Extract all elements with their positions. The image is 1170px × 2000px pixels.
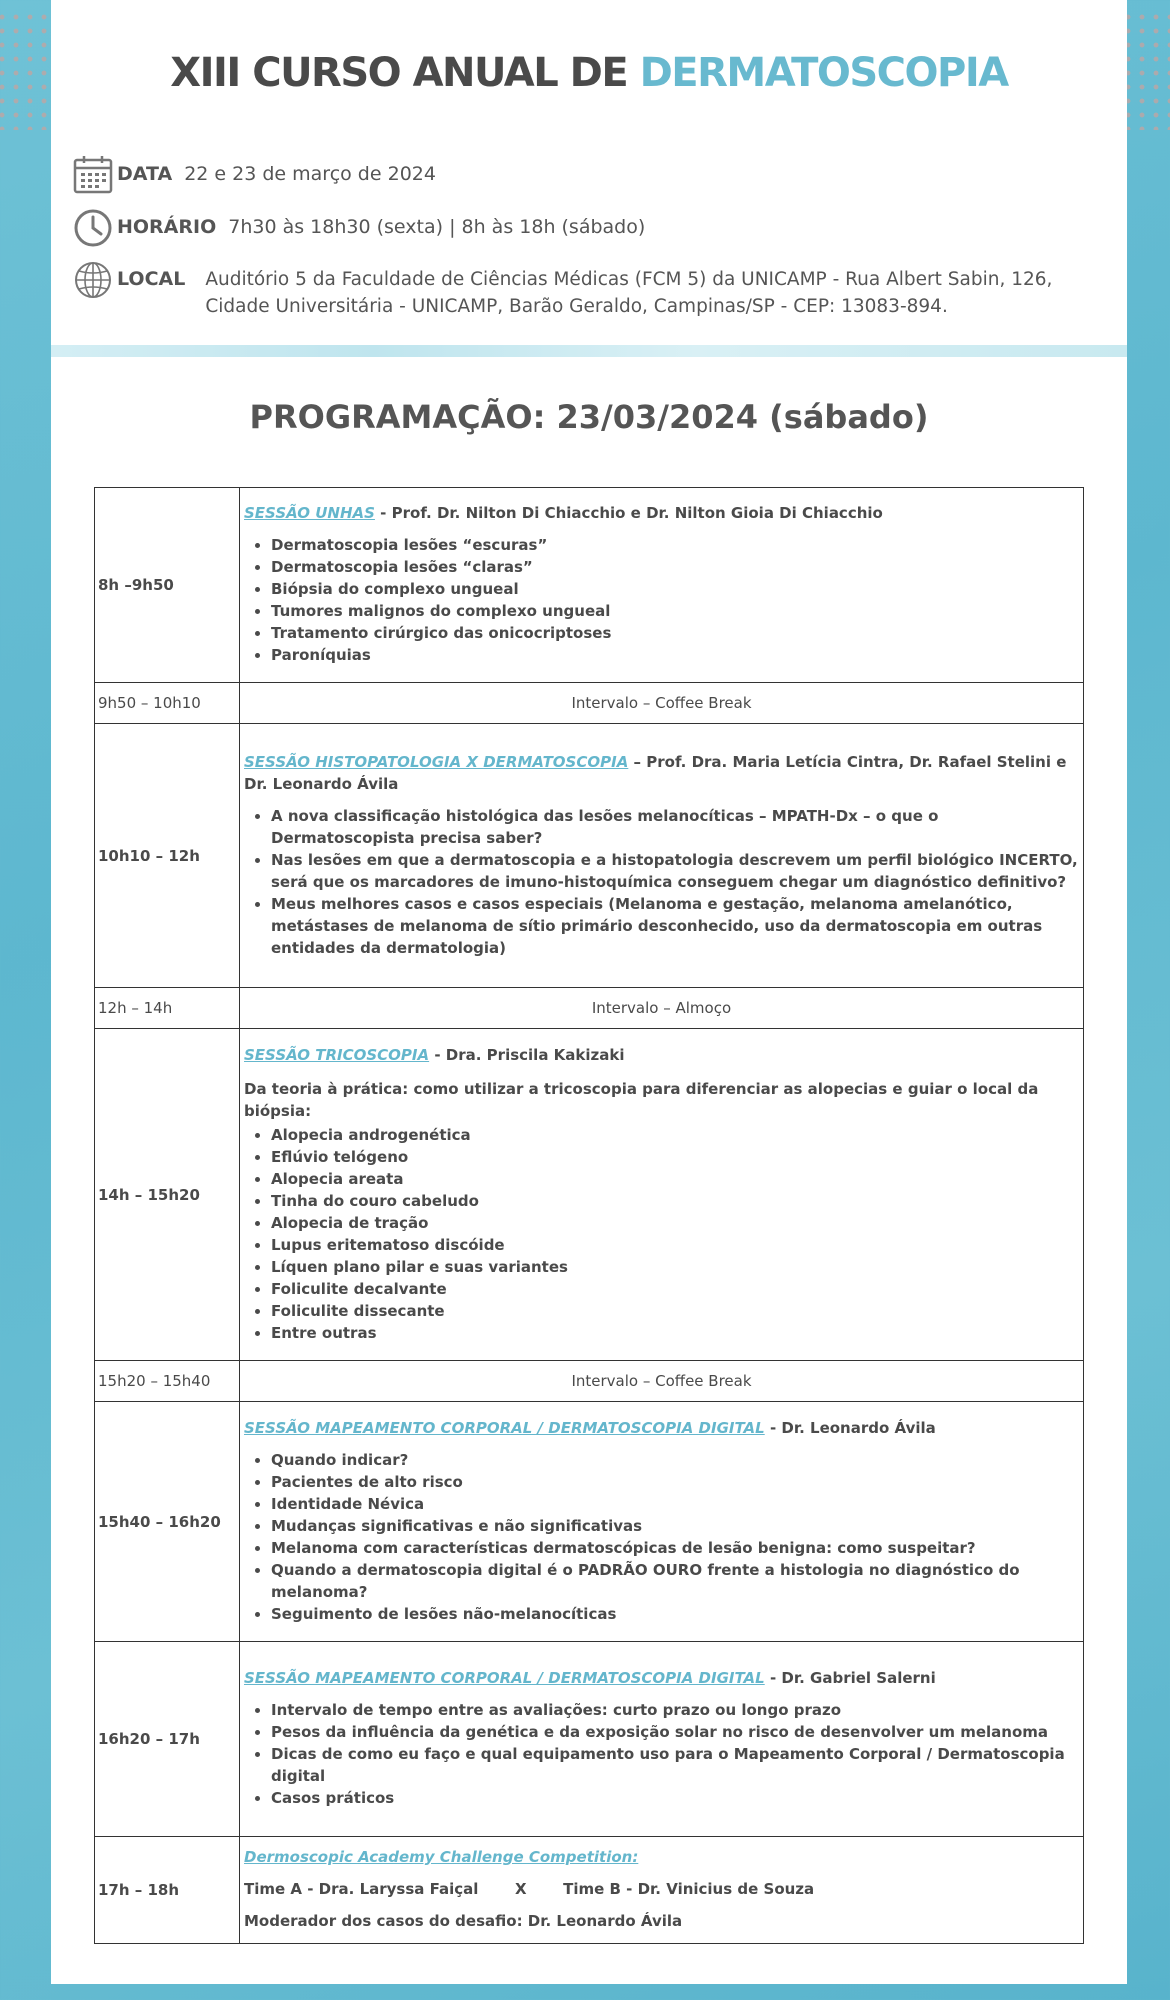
list-item: • Seguimento de lesões não-melanocíticas (271, 1603, 1079, 1625)
time-cell: 16h20 – 17h (95, 1642, 240, 1837)
session-cell (240, 1642, 1084, 1837)
time-label: HORÁRIO (117, 216, 217, 238)
place-label: LOCAL (117, 268, 186, 290)
list-item: • Pacientes de alto risco (271, 1471, 1079, 1493)
table-row (95, 1361, 1084, 1402)
list-item: • Pesos da influência da genética e da exposição solar no risco de desenvolver um melanoma (271, 1721, 1079, 1743)
list-item: • Tumores malignos do complexo ungueal (271, 600, 1079, 622)
session-title: SESSÃO TRICOSCOPIA (244, 1045, 430, 1064)
document-card (51, 0, 1127, 1984)
info-date (73, 155, 1107, 195)
session-cell (240, 1402, 1084, 1642)
session-cell (240, 488, 1084, 683)
program-title: PROGRAMAÇÃO: 23/03/2024 (sábado) (249, 398, 929, 436)
list-item: • Melanoma com características dermatoscópicas de lesão benigna: como suspeitar? (271, 1537, 1079, 1559)
place-value (205, 266, 1052, 320)
list-item: • Dicas de como eu faço e qual equipamento uso para o Mapeamento Corporal / Dermatoscopia digital (271, 1743, 1079, 1787)
time-cell: 15h20 – 15h40 (95, 1361, 240, 1402)
session-speakers: - Dr. Leonardo Ávila (764, 1418, 936, 1437)
table-row (95, 683, 1084, 724)
list-item: • Paroníquias (271, 644, 1079, 666)
list-item: • Casos práticos (271, 1787, 1079, 1809)
table-row (95, 1837, 1084, 1944)
session-speakers: - Dra. Priscila Kakizaki (429, 1045, 625, 1064)
list-item: • Dermatoscopia lesões “claras” (271, 556, 1079, 578)
date-label: DATA (117, 163, 173, 185)
list-item: • Quando a dermatoscopia digital é o PADRÃO OURO frente a histologia no diagnóstico do melanoma? (271, 1559, 1079, 1603)
place-line-1: Auditório 5 da Faculdade de Ciências Médicas (FCM 5) da UNICAMP - Rua Albert Sabin, 126, (205, 269, 1053, 290)
session-title: SESSÃO MAPEAMENTO CORPORAL / DERMATOSCOPIA DIGITAL (244, 1669, 765, 1687)
table-row (95, 488, 1084, 683)
break-cell: Intervalo – Almoço (240, 988, 1084, 1029)
list-item: • Alopecia areata (271, 1168, 1079, 1190)
list-item: • Nas lesões em que a dermatoscopia e a histopatologia descrevem um perfil biológico INCERTO, será que os marcadores de imuno-histoquímica conseguem chegar um diagnóstico definitivo? (271, 849, 1079, 893)
session-topics (244, 1699, 1079, 1809)
list-item: • Tratamento cirúrgico das onicocriptoses (271, 622, 1079, 644)
session-speakers: - Dr. Gabriel Salerni (764, 1669, 936, 1687)
table-row (95, 1402, 1084, 1642)
schedule-table (94, 487, 1084, 1944)
globe-icon (73, 260, 113, 300)
time-cell: 15h40 – 16h20 (95, 1402, 240, 1642)
session-cell (240, 1837, 1084, 1944)
time-cell: 17h – 18h (95, 1837, 240, 1944)
list-item: • Quando indicar? (271, 1449, 1079, 1471)
list-item: • Intervalo de tempo entre as avaliações: curto prazo ou longo prazo (271, 1699, 1079, 1721)
session-title: SESSÃO MAPEAMENTO CORPORAL / DERMATOSCOPIA DIGITAL (244, 1418, 765, 1437)
session-cell (240, 1029, 1084, 1361)
challenge-teams: Time A - Dra. Laryssa Faiçal X Time B - Dr. Vinicius de Souza (244, 1880, 815, 1898)
course-title (51, 50, 1127, 96)
session-speakers: – Prof. Dra. Maria Letícia Cintra, Dr. Rafael Stelini e Dr. Leonardo Ávila (244, 752, 1067, 793)
time-cell: 14h – 15h20 (95, 1029, 240, 1361)
list-item: • Identidade Névica (271, 1493, 1079, 1515)
list-item: • Lupus eritematoso discóide (271, 1234, 1079, 1256)
list-item: • Foliculite decalvante (271, 1278, 1079, 1300)
clock-icon (73, 208, 113, 248)
session-title: SESSÃO HISTOPATOLOGIA X DERMATOSCOPIA (244, 752, 629, 771)
calendar-icon (73, 155, 113, 195)
table-row (95, 988, 1084, 1029)
list-item: • Foliculite dissecante (271, 1300, 1079, 1322)
time-cell: 12h – 14h (95, 988, 240, 1029)
time-value: 7h30 às 18h30 (sexta) | 8h às 18h (sábado) (228, 216, 646, 238)
session-topics (244, 534, 1079, 666)
course-title-accent: DERMATOSCOPIA (639, 50, 1008, 96)
session-topics (244, 1124, 1079, 1344)
session-title: Dermoscopic Academy Challenge Competition: (244, 1848, 639, 1866)
session-speakers: - Prof. Dr. Nilton Di Chiacchio e Dr. Nilton Gioia Di Chiacchio (374, 504, 883, 522)
list-item: • Meus melhores casos e casos especiais (Melanoma e gestação, melanoma amelanótico, metástases de melanoma de sítio primário desconhecido, uso da dermatoscopia em outras entidades da dermatologia) (271, 893, 1079, 959)
info-time (73, 208, 1107, 248)
place-line-2: Cidade Universitária - UNICAMP, Barão Geraldo, Campinas/SP - CEP: 13083-894. (205, 296, 948, 317)
list-item: • Entre outras (271, 1322, 1079, 1344)
course-title-main: XIII CURSO ANUAL DE (170, 50, 640, 96)
list-item: • Mudanças significativas e não significativas (271, 1515, 1079, 1537)
list-item: • A nova classificação histológica das lesões melanocíticas – MPATH-Dx – o que o Dermatoscopista precisa saber? (271, 805, 1079, 849)
list-item: • Dermatoscopia lesões “escuras” (271, 534, 1079, 556)
table-row (95, 1642, 1084, 1837)
table-row (95, 724, 1084, 988)
date-value: 22 e 23 de março de 2024 (184, 163, 436, 185)
list-item: • Biópsia do complexo ungueal (271, 578, 1079, 600)
session-topics (244, 805, 1079, 959)
list-item: • Eflúvio telógeno (271, 1146, 1079, 1168)
table-row (95, 1029, 1084, 1361)
list-item: • Alopecia androgenética (271, 1124, 1079, 1146)
list-item: • Alopecia de tração (271, 1212, 1079, 1234)
decorative-band (51, 345, 1127, 357)
list-item: • Tinha do couro cabeludo (271, 1190, 1079, 1212)
time-cell: 8h –9h50 (95, 488, 240, 683)
list-item: • Líquen plano pilar e suas variantes (271, 1256, 1079, 1278)
session-title: SESSÃO UNHAS (244, 504, 375, 522)
session-cell (240, 724, 1084, 988)
session-intro: Da teoria à prática: como utilizar a tricoscopia para diferenciar as alopecias e guiar o local da biópsia: (244, 1079, 1039, 1120)
break-cell: Intervalo – Coffee Break (240, 1361, 1084, 1402)
session-topics (244, 1449, 1079, 1625)
challenge-moderator: Moderador dos casos do desafio: Dr. Leonardo Ávila (244, 1912, 683, 1930)
info-place (73, 260, 1107, 320)
time-cell: 10h10 – 12h (95, 724, 240, 988)
break-cell: Intervalo – Coffee Break (240, 683, 1084, 724)
time-cell: 9h50 – 10h10 (95, 683, 240, 724)
